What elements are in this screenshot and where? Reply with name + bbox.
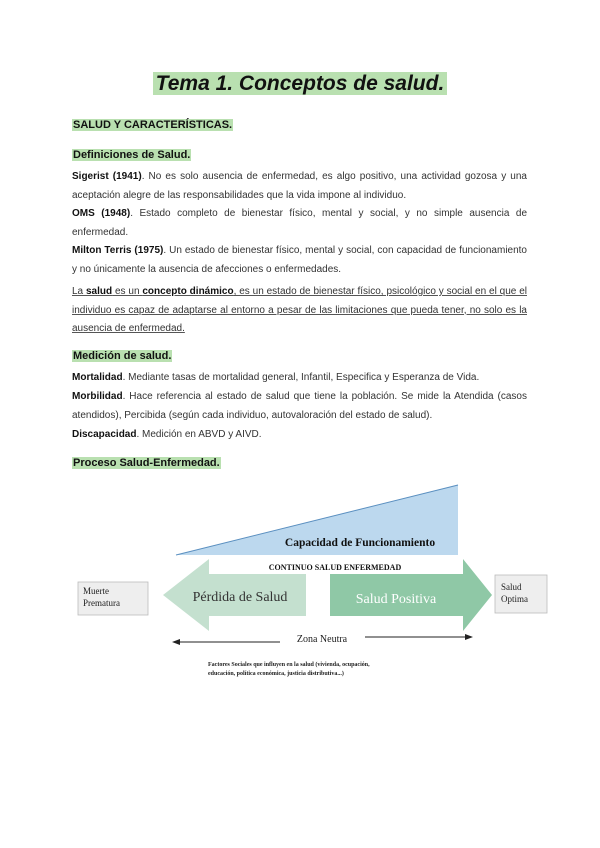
summary-bold-salud: salud	[85, 286, 113, 297]
measurement-morbilidad	[72, 388, 527, 425]
continuum-label: CONTINUO SALUD ENFERMEDAD	[268, 563, 402, 572]
premature-death-line1: Muerte	[83, 586, 109, 596]
positive-health-label: Salud Positiva	[355, 592, 437, 607]
summary-bold-dynamic: concepto dinámico	[142, 286, 234, 297]
factors-line2: educación, política económica, justicia distributiva...)	[208, 671, 344, 677]
diagram-svg	[0, 480, 600, 690]
terris-text: . Un estado de bienestar físico, mental y social, con capacidad de funcionamiento y no únicamente la ausencia de afecciones o enfermedades.	[72, 245, 527, 275]
summary-pre: La	[72, 286, 86, 297]
definition-terris	[72, 242, 527, 279]
neutral-zone-right-arrowhead	[465, 634, 473, 640]
optimal-health-line1: Salud	[501, 582, 522, 592]
oms-name: OMS (1948)	[72, 208, 131, 219]
measurement-heading: Medición de salud.	[73, 350, 172, 362]
measurement-mortalidad	[72, 369, 527, 388]
oms-text: . Estado completo de bienestar físico, mental y social, y no simple ausencia de enfermedad.	[72, 208, 528, 238]
section-heading: SALUD Y CARACTERÍSTICAS.	[73, 119, 233, 131]
definition-oms	[72, 205, 527, 242]
process-heading: Proceso Salud-Enfermedad.	[73, 457, 220, 469]
summary-post: , es un estado de bienestar físico, psicológico y social en el que el individuo es capaz de adaptarse al entorno a pesar de las limitaciones que pueda tener, no solo es la ausencia de enfermedad.	[72, 286, 527, 334]
sigerist-text: . No es solo ausencia de enfermedad, es algo positivo, una actividad gozosa y una aceptación alegre de las responsabilidades que la vida impone al individuo.	[72, 171, 527, 201]
measurement-discapacidad	[72, 426, 527, 445]
morbilidad-name: Morbilidad	[72, 391, 123, 402]
neutral-zone-left-arrowhead	[172, 639, 180, 645]
neutral-zone-label: Zona Neutra	[296, 634, 348, 645]
morbilidad-text: . Hace referencia al estado de salud que tiene la población. Se mide la Atendida (casos atendidos), Percibida (según cada individuo, autovaloración del estado de salud).	[72, 391, 527, 421]
definition-sigerist	[72, 168, 527, 205]
definitions-heading: Definiciones de Salud.	[73, 149, 191, 161]
page-title-text: Tema 1. Conceptos de salud.	[153, 72, 448, 95]
discapacidad-name: Discapacidad	[72, 429, 137, 440]
health-disease-diagram	[0, 480, 600, 690]
page-title	[0, 72, 600, 96]
health-summary	[72, 283, 527, 339]
loss-of-health-label: Pérdida de Salud	[192, 590, 288, 605]
premature-death-line2: Prematura	[83, 598, 120, 608]
factors-line1: Factores Sociales que influyen en la salud (vivienda, ocupación,	[208, 662, 370, 668]
discapacidad-text: . Medición en ABVD y AIVD.	[136, 429, 262, 440]
capacity-label: Capacidad de Funcionamiento	[284, 537, 436, 549]
summary-mid: es un	[112, 286, 143, 297]
optimal-health-line2: Optima	[501, 594, 528, 604]
mortalidad-name: Mortalidad	[72, 372, 123, 383]
mortalidad-text: . Mediante tasas de mortalidad general, Infantil, Especifica y Esperanza de Vida.	[122, 372, 480, 383]
terris-name: Milton Terris (1975)	[72, 245, 164, 256]
sigerist-name: Sigerist (1941)	[72, 171, 142, 182]
